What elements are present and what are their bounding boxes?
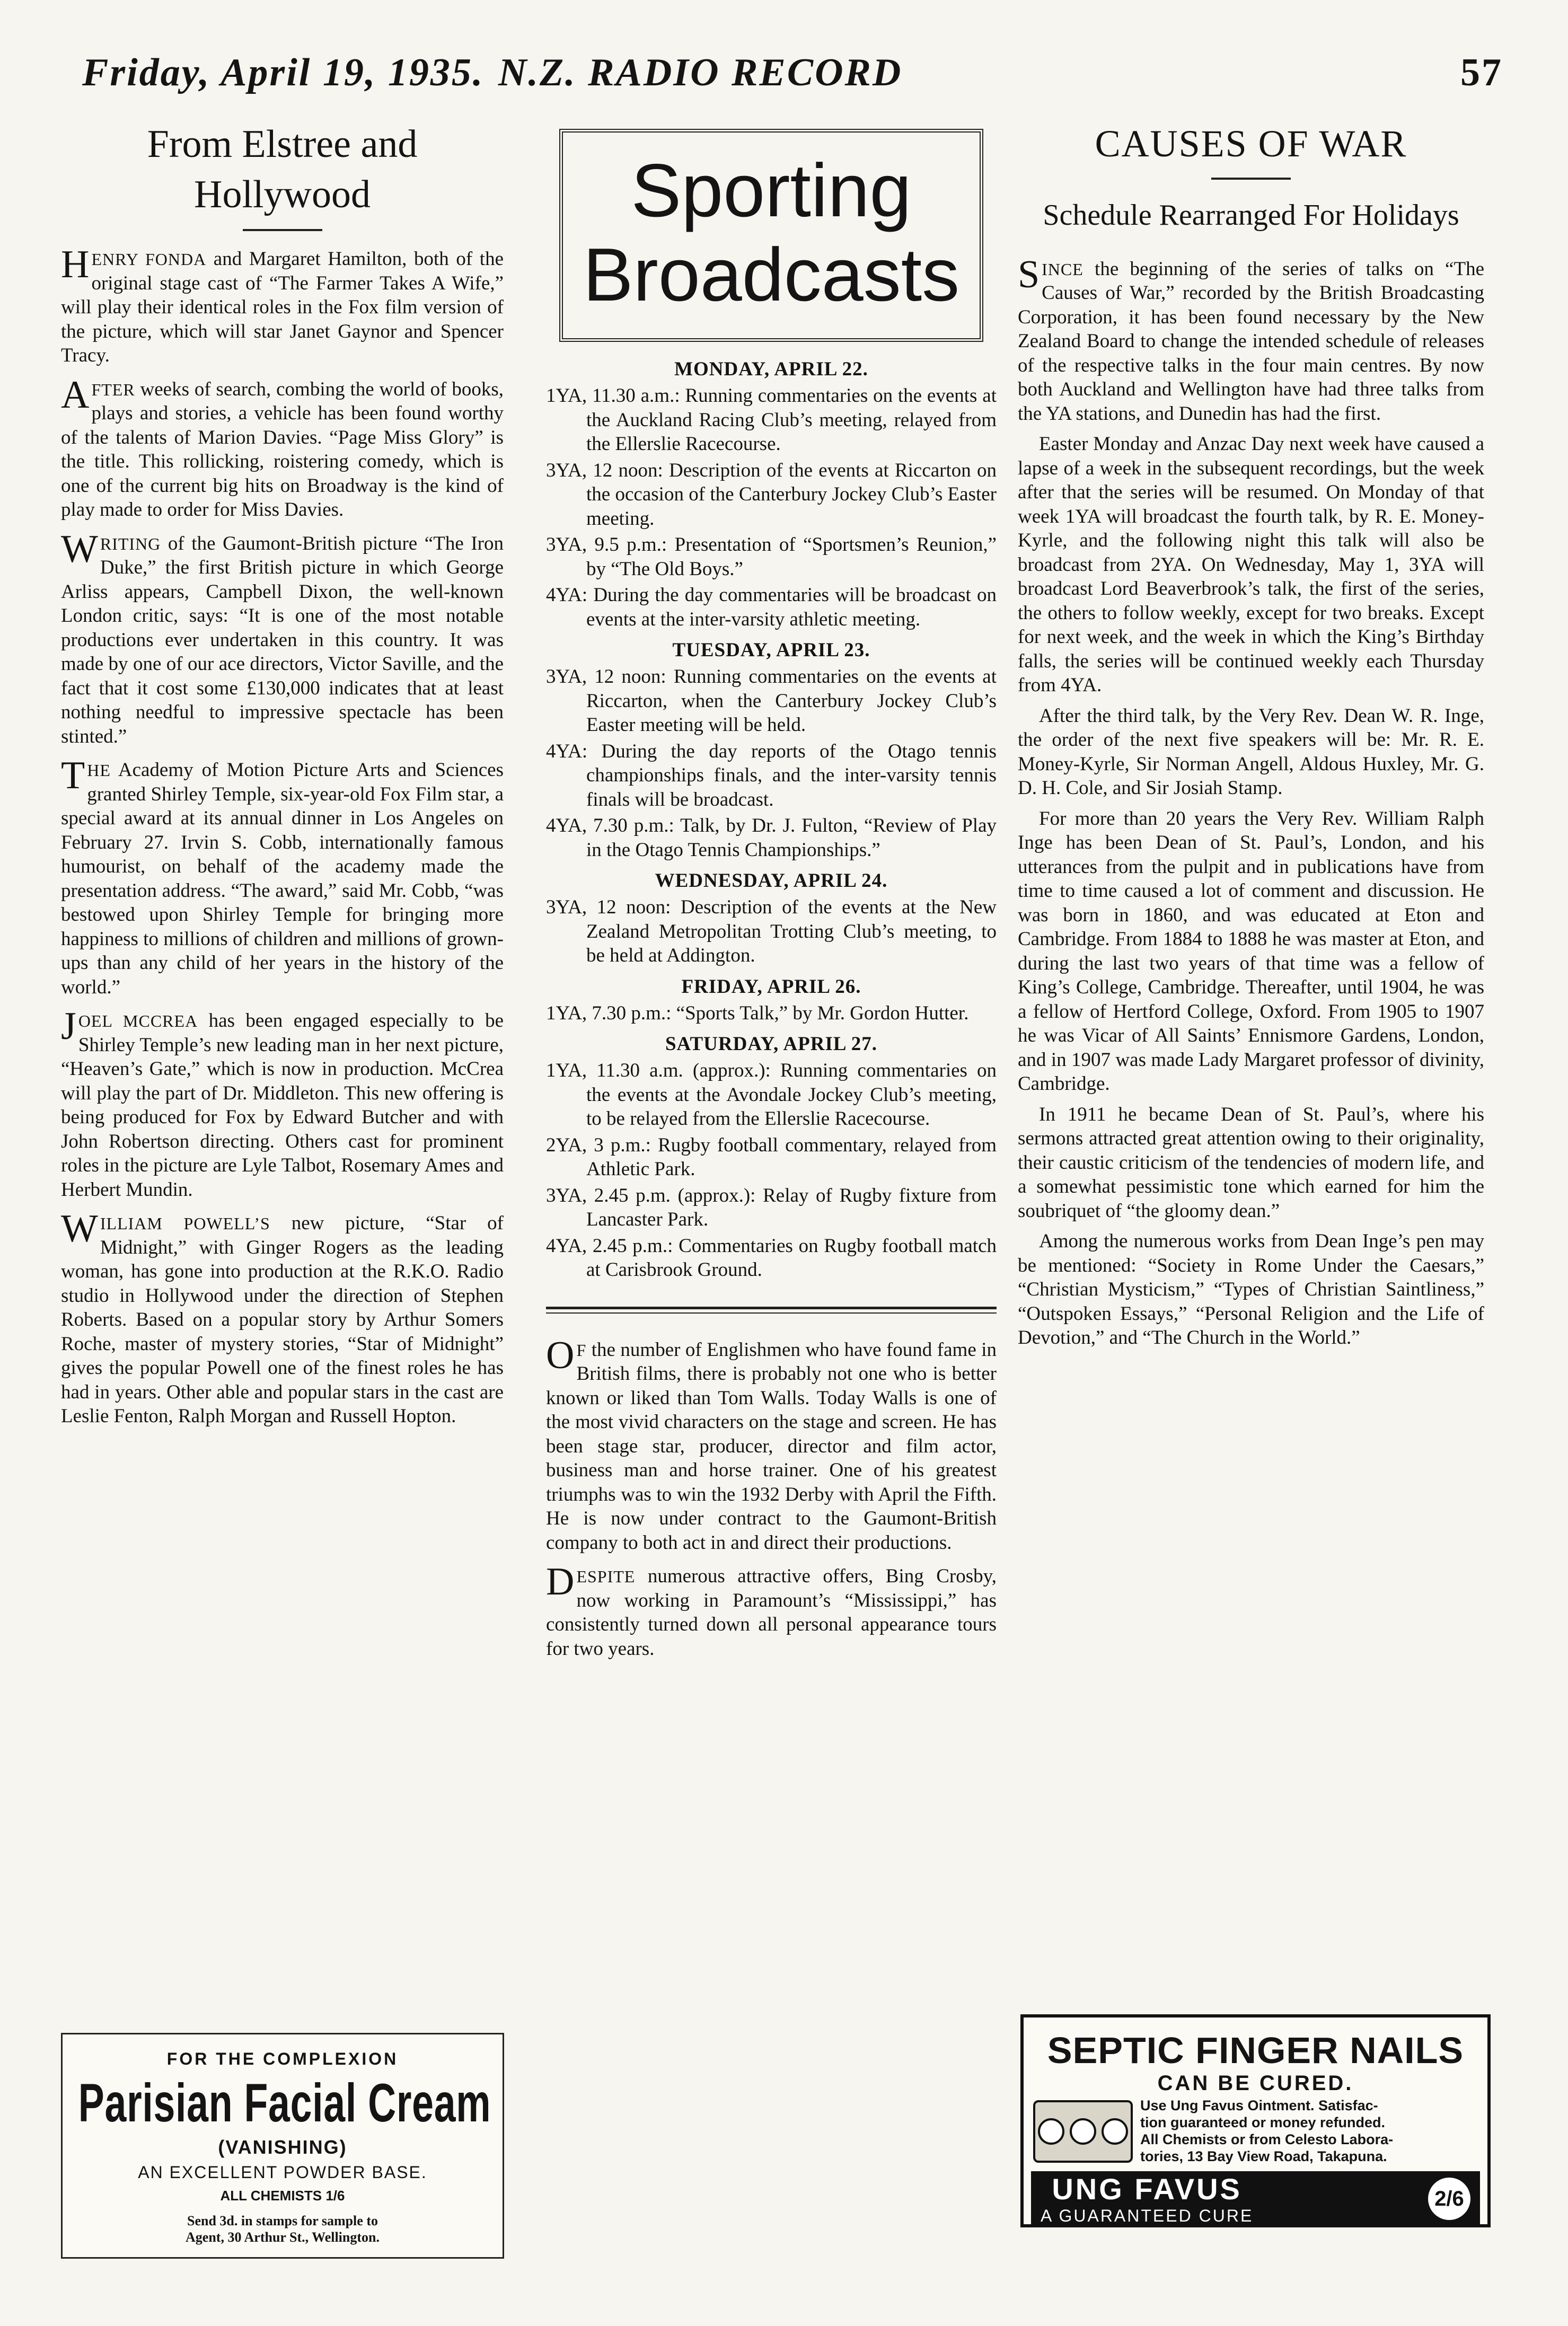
elstree-item <box>61 373 504 522</box>
drop-cap: O <box>546 1333 575 1377</box>
lead-in: INCE <box>1042 259 1083 279</box>
drop-cap: H <box>61 243 90 287</box>
broadcast-entry: 2YA, 3 p.m.: Rugby football commentary, relayed from Athletic Park. <box>546 1134 997 1180</box>
elstree-item <box>61 1207 504 1429</box>
ad-tagline: A GUARANTEED CURE <box>1041 2206 1254 2226</box>
ad-body-line: tion guaranteed or money refunded. <box>1140 2114 1386 2130</box>
elstree-headline: From Elstree and Hollywood <box>147 122 418 216</box>
lead-in: OEL MCCREA <box>78 1011 198 1031</box>
ad-kicker: FOR THE COMPLEXION <box>166 2049 399 2068</box>
sporting-title-line1: Sporting <box>631 148 912 233</box>
day-heading: SATURDAY, APRIL 27. <box>665 1033 878 1055</box>
ad-body-row <box>1033 2098 1478 2165</box>
publication-name: N.Z. RADIO RECORD <box>498 51 903 94</box>
story-text: and Margaret Hamilton, both of the original stage cast of “The Farmer Takes A Wife,” will play their identical roles in the Fox film version of the picture, which will star Janet Gaynor and Spencer Tracy. <box>61 248 504 367</box>
causes-paragraph <box>1018 704 1484 800</box>
elstree-item <box>61 243 504 368</box>
story-text: After the third talk, by the Very Rev. Dean W. R. Inge, the order of the next five speakers will be: Mr. R. E. Money-Kyrle, Sir Norman Angell, Aldous Huxley, Mr. G. D. H. Cole, and Sir Josiah Stamp. <box>1018 704 1484 799</box>
elstree-items <box>61 243 504 1429</box>
headline-rule <box>243 229 322 231</box>
lead-in: F <box>576 1340 587 1360</box>
story-text: the number of Englishmen who have found fame in British films, there is probably not one who is better known or liked than Tom Walls. Today Walls is one of the most vivid characters on the stage and screen. He has been stage star, producer, director and film actor, business man and horse trainer. One of his greatest triumphs was to win the 1932 Derby with April the Fifth. He is now under contract to the Gaumont-British company to both act in and direct their productions. <box>546 1338 997 1554</box>
drop-cap: W <box>61 1207 98 1251</box>
headline-rule <box>1211 178 1291 180</box>
story-paragraph <box>546 1333 997 1555</box>
sporting-title-line2: Broadcasts <box>583 233 960 318</box>
ad-body-text <box>1140 2098 1393 2165</box>
drop-cap: S <box>1018 252 1040 296</box>
ad-brand-band <box>1031 2171 1480 2226</box>
drop-cap: J <box>61 1005 76 1049</box>
day-heading: TUESDAY, APRIL 23. <box>672 639 870 662</box>
drop-cap: W <box>61 527 98 571</box>
parisian-cream-ad <box>61 2033 504 2259</box>
story-text: In 1911 he became Dean of St. Paul’s, where his sermons attracted great attention owing to their originality, their caustic criticism of the tendencies of modern life, and a somewhat pessimistic tone which earned for him the soubriquet of “the gloomy dean.” <box>1018 1103 1484 1222</box>
sporting-schedule <box>546 358 997 1282</box>
ad-body-line: All Chemists or from Celesto Labora- <box>1140 2131 1394 2147</box>
day-heading: FRIDAY, APRIL 26. <box>681 975 861 998</box>
story-paragraph <box>61 243 504 368</box>
story-text: numerous attractive offers, Bing Crosby, now working in Paramount’s “Mississippi,” has consistently turned down all personal appearance tours for two years. <box>546 1565 997 1660</box>
ad-subheadline: CAN BE CURED. <box>1157 2072 1354 2095</box>
story-paragraph <box>61 527 504 749</box>
causes-headline: CAUSES OF WAR <box>1095 122 1407 165</box>
story-text: For more than 20 years the Very Rev. William Ralph Inge has been Dean of St. Paul’s, London, and his utterances from the pulpit and in publications have from time to time caused a lot of comment and discussion. He was born in 1860, and was educated at Eton and Cambridge. From 1884 to 1888 he was master at Eton, and during the last two years of that time was a fellow of King’s College, Cambridge. Thereafter, until 1904, he was a fellow of Hertford College, Oxford. From 1905 to 1907 he was Vicar of All Saints’ Ennismore Gardens, London, and in 1907 was made Lady Margaret professor of divinity, Cambridge. <box>1018 807 1484 1095</box>
causes-paragraph <box>1018 432 1484 698</box>
day-heading: WEDNESDAY, APRIL 24. <box>655 870 888 892</box>
broadcast-entry: 4YA, 7.30 p.m.: Talk, by Dr. J. Fulton, “Review of Play in the Otago Tennis Championships.” <box>546 815 997 861</box>
sporting-title-box <box>559 129 983 342</box>
broadcast-entry: 1YA, 7.30 p.m.: “Sports Talk,” by Mr. Gordon Hutter. <box>546 1002 969 1024</box>
elstree-item <box>61 754 504 999</box>
lead-in: HE <box>87 761 111 780</box>
broadcast-entry: 4YA: During the day commentaries will be broadcast on events at the inter-varsity athletic meeting. <box>546 584 997 630</box>
ad-variant: (VANISHING) <box>218 2136 347 2158</box>
elstree-item <box>61 1005 504 1202</box>
causes-paragraph <box>1018 1229 1484 1350</box>
broadcast-entry: 3YA, 12 noon: Running commentaries on the events at Riccarton, when the Canterbury Jockey Club’s Easter meeting will be held. <box>546 666 997 736</box>
lead-in: FTER <box>91 380 135 399</box>
causes-paragraph <box>1018 252 1484 426</box>
story-text: Academy of Motion Picture Arts and Sciences granted Shirley Temple, six-year-old Fox Film star, a special award at its annual dinner in Los Angeles on February 27. Irvin S. Cobb, internationally famous humourist, on behalf of the academy made the presentation address. “The award,” said Mr. Cobb, “was bestowed upon Shirley Temple for bringing more happiness to millions of children and millions of grown-ups than any child of her years in the history of the world.” <box>61 759 504 998</box>
column-causes <box>1018 119 1484 1360</box>
lead-in: RITING <box>100 534 161 553</box>
causes-paragraph <box>1018 1103 1484 1223</box>
story-paragraph <box>61 1207 504 1429</box>
lead-in: ILLIAM POWELL’S <box>100 1214 270 1234</box>
drop-cap: D <box>546 1560 575 1604</box>
column-sporting <box>546 119 997 1670</box>
drop-cap: A <box>61 373 90 417</box>
ad-sample-offer <box>63 2213 503 2245</box>
ad-sample-line: Send 3d. in stamps for sample to <box>187 2213 378 2228</box>
causes-paragraph <box>1018 807 1484 1096</box>
causes-subheadline: Schedule Rearranged For Holidays <box>1043 199 1459 232</box>
broadcast-entry: 1YA, 11.30 a.m. (approx.): Running commentaries on the events at the Avondale Jockey Club’s meeting, to be relayed from the Ellerslie Racecourse. <box>546 1060 997 1130</box>
causes-body <box>1018 252 1484 1350</box>
walls-paragraph <box>546 1333 997 1555</box>
page-number: 57 <box>1460 51 1503 94</box>
ad-body-line: tories, 13 Bay View Road, Takapuna. <box>1140 2148 1387 2164</box>
lead-in: ESPITE <box>576 1567 636 1587</box>
issue-date: Friday, April 19, 1935. <box>82 51 485 94</box>
ad-product-name: Parisian Facial Cream <box>78 2073 491 2133</box>
ung-favus-ad <box>1020 2014 1491 2227</box>
broadcast-entry: 3YA, 2.45 p.m. (approx.): Relay of Rugby fixture from Lancaster Park. <box>546 1184 997 1231</box>
story-paragraph <box>61 1005 504 1202</box>
masthead <box>82 50 1503 109</box>
ad-headline: SEPTIC FINGER NAILS <box>1047 2030 1464 2071</box>
walls-paragraph <box>546 1560 997 1661</box>
story-text: of the Gaumont-British picture “The Iron Duke,” the first British picture in which George Arliss appears, Campbell Dixon, the well-known London critic, says: “It is one of the most notable productions ever undertaken in this country. It was made by one of our ace directors, Victor Saville, and the fact that it cost some £130,000 indicates that at least nothing needful to impressive spectacle has been stinted.” <box>61 532 504 747</box>
story-paragraph <box>61 754 504 999</box>
story-text: Among the numerous works from Dean Inge’s pen may be mentioned: “Society in Rome Under the Caesars,” “Christian Mysticism,” “Types of Christian Saintliness,” “Outspoken Essays,” “Personal Religion and the Life of Devotion,” and “The Church in the World.” <box>1018 1230 1484 1349</box>
column-elstree <box>61 119 504 1438</box>
broadcast-entry: 3YA, 12 noon: Description of the events at Riccarton on the occasion of the Canterbury Jockey Club’s Easter meeting. <box>546 459 997 530</box>
broadcast-entry: 4YA: During the day reports of the Otago tennis championships finals, and the inter-varsity tennis finals will be broadcast. <box>546 740 997 810</box>
ad-price: ALL CHEMISTS 1/6 <box>220 2188 345 2204</box>
walls-story <box>546 1333 997 1661</box>
ad-body-line: Use Ung Favus Ointment. Satisfac- <box>1140 2098 1378 2113</box>
story-paragraph <box>546 1560 997 1661</box>
ointment-jar-icon <box>1033 2100 1133 2163</box>
ad-brand: UNG FAVUS <box>1052 2172 1242 2206</box>
broadcast-entry: 3YA, 12 noon: Description of the events at the New Zealand Metropolitan Trotting Club’s meeting, to be held at Addington. <box>546 896 997 967</box>
broadcast-entry: 4YA, 2.45 p.m.: Commentaries on Rugby football match at Carisbrook Ground. <box>546 1235 997 1281</box>
ad-benefit: AN EXCELLENT POWDER BASE. <box>138 2163 427 2182</box>
story-paragraph <box>61 373 504 522</box>
drop-cap: T <box>61 754 85 798</box>
causes-story <box>1018 252 1484 1350</box>
story-text: weeks of search, combing the world of books, plays and stories, a vehicle has been found worthy of the talents of Marion Davies. “Page Miss Glory” is the title. This rollicking, roistering comedy, which is one of the current big hits on Broadway is the kind of play made to order for Miss Davies. <box>61 378 504 521</box>
story-text: new picture, “Star of Midnight,” with Ginger Rogers as the leading woman, has gone into production at the R.K.O. Radio studio in Hollywood under the direction of Stephen Roberts. Based on a popular story by Arthur Somers Roche, master of mystery stories, “Star of Midnight” gives the popular Powell one of the finest roles he has had in years. Other able and popular stars in the cast are Leslie Fenton, Ralph Morgan and Russell Hopton. <box>61 1212 504 1428</box>
ad-price-badge: 2/6 <box>1428 2178 1470 2220</box>
broadcast-entry: 1YA, 11.30 a.m.: Running commentaries on the events at the Auckland Racing Club’s meeting, relayed from the Ellerslie Racecourse. <box>546 385 997 455</box>
broadcast-entry: 3YA, 9.5 p.m.: Presentation of “Sportsmen’s Reunion,” by “The Old Boys.” <box>546 534 997 580</box>
lead-in: ENRY FONDA <box>91 250 207 269</box>
story-text: has been engaged especially to be Shirley Temple’s new leading man in her next picture, “Heaven’s Gate,” which is now in production. McCrea will play the part of Dr. Middleton. This new offering is being produced for Fox by Edward Butcher and with John Robertson directing. Others cast for prominent roles in the picture are Lyle Talbot, Rosemary Ames and Herbert Mundin. <box>61 1010 504 1201</box>
section-divider <box>546 1307 997 1314</box>
story-text: Easter Monday and Anzac Day next week have caused a lapse of a week in the subsequent recordings, but the week after that the series will be resumed. On Monday of that week 1YA will broadcast the fourth talk, by R. E. Money-Kyrle, and the following night this talk will also be broadcast from 2YA. On Wednesday, May 1, 3YA will broadcast Lord Beaverbrook’s talk, the first of the series, the others to follow weekly, except for two breaks. Except for next week, and the week in which the King’s Birthday falls, the series will be continued weekly each Thursday from 4YA. <box>1018 433 1484 697</box>
story-text: the beginning of the series of talks on “The Causes of War,” recorded by the British Broadcasting Corporation, it has been found necessary by the New Zealand Board to change the intended schedule of releases of the respective talks in the four main centres. By now both Auckland and Wellington have had three talks from the YA stations, and Dunedin has had the first. <box>1018 258 1484 425</box>
day-heading: MONDAY, APRIL 22. <box>674 358 868 381</box>
elstree-item <box>61 527 504 749</box>
ad-agent-address: Agent, 30 Arthur St., Wellington. <box>186 2230 380 2245</box>
